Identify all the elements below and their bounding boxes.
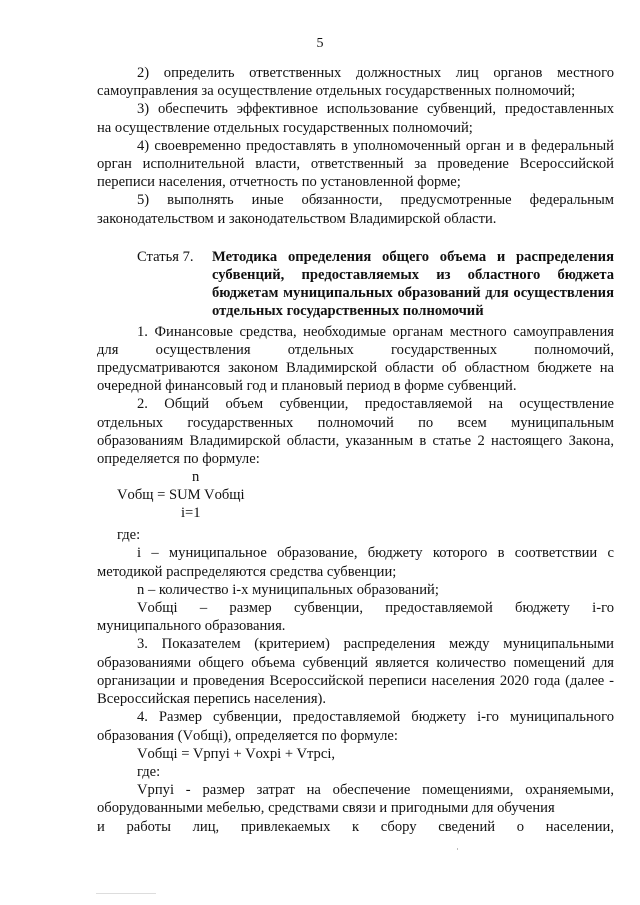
item-4-line1: 4) своевременно предоставлять в уполномоченный орган и в федеральный bbox=[137, 137, 614, 154]
item-2-line2: самоуправления за осуществление отдельных государственных полномочий; bbox=[97, 83, 576, 100]
para-2-line1: 2. Общий объем субвенции, предоставляемой на осуществление bbox=[137, 396, 614, 413]
item-3-line2: на осуществление отдельных государственных полномочий; bbox=[97, 119, 473, 136]
item-5-line1: 5) выполнять иные обязанности, предусмотренные федеральным bbox=[137, 192, 614, 209]
para-4: 4. Размер субвенции, предоставляемой бюджету i-го муниципального образования (Vобщi), определяется по формуле: bbox=[97, 709, 614, 744]
sum-formula-main: Vобщ = SUM Vобщi bbox=[117, 487, 245, 504]
para-1-line2: для осуществления отдельных государственных полномочий, bbox=[97, 341, 614, 358]
item-5-line2: законодательством и законодательством Владимирской области. bbox=[97, 210, 497, 227]
definition-vobsh-line1: Vобщi – размер субвенции, предоставляемой бюджету i-го bbox=[137, 600, 614, 617]
para-1-rest: предусматриваются законом Владимирской области об областном бюджете на очередной финансовый год и плановый период в форме субвенций. bbox=[97, 360, 614, 395]
definition-n: n – количество i-х муниципальных образований; bbox=[137, 581, 439, 598]
para-1-line1: 1. Финансовые средства, необходимые органам местного самоуправления bbox=[137, 323, 614, 340]
item-4-line3: переписи населения, отчетность по установленной форме; bbox=[97, 174, 461, 191]
scan-speck bbox=[457, 848, 458, 850]
definition-vrpu: Vрпуi - размер затрат на обеспечение помещениями, охраняемыми, оборудованными мебелью, средствами связи и пригодными для обучения bbox=[97, 782, 614, 817]
item-4-line2: орган исполнительной власти, ответственный за проведение Всероссийской bbox=[97, 156, 614, 173]
item-2-line1: 2) определить ответственных должностных лиц органов местного bbox=[137, 65, 614, 81]
sum-formula bbox=[117, 468, 614, 526]
definition-vrpu-last-line: и работы лиц, привлекаемых к сбору сведений о населении, bbox=[97, 818, 614, 835]
page-number: 5 bbox=[316, 36, 324, 51]
para-2-line2: отдельных государственных полномочий по всем муниципальным bbox=[97, 414, 614, 431]
item-3-line1: 3) обеспечить эффективное использование субвенций, предоставленных bbox=[137, 101, 614, 118]
sum-upper-limit: n bbox=[192, 469, 200, 486]
article-label: Статья 7. bbox=[137, 248, 194, 265]
where-label-2: где: bbox=[137, 763, 161, 780]
definition-vobsh-line2: муниципального образования. bbox=[97, 618, 286, 635]
definition-i: i – муниципальное образование, бюджету которого в соответствии с методикой распределяются средства субвенции; bbox=[97, 545, 614, 580]
formula-2: Vобщi = Vрпуi + Vохрi + Vтрсi, bbox=[137, 745, 336, 762]
article-heading bbox=[97, 248, 614, 321]
sum-lower-limit: i=1 bbox=[181, 505, 201, 522]
para-2-rest: образованиям Владимирской области, указанным в статье 2 настоящего Закона, определяется по формуле: bbox=[97, 432, 614, 468]
document-body bbox=[97, 64, 614, 836]
article-title: Методика определения общего объема и распределения субвенций, предоставляемых из областного бюджета бюджетам муниципальных образований для осуществления отдельных государственных полномочий bbox=[212, 248, 614, 320]
where-label-1: где: bbox=[117, 527, 141, 544]
scan-edge-mark bbox=[96, 893, 156, 894]
para-3: 3. Показателем (критерием) распределения между муниципальными образованиями общего объема субвенций является количество помещений для организации и проведения Всероссийской переписи населения 2020 года (далее - Всероссийская перепись населения). bbox=[97, 636, 614, 708]
